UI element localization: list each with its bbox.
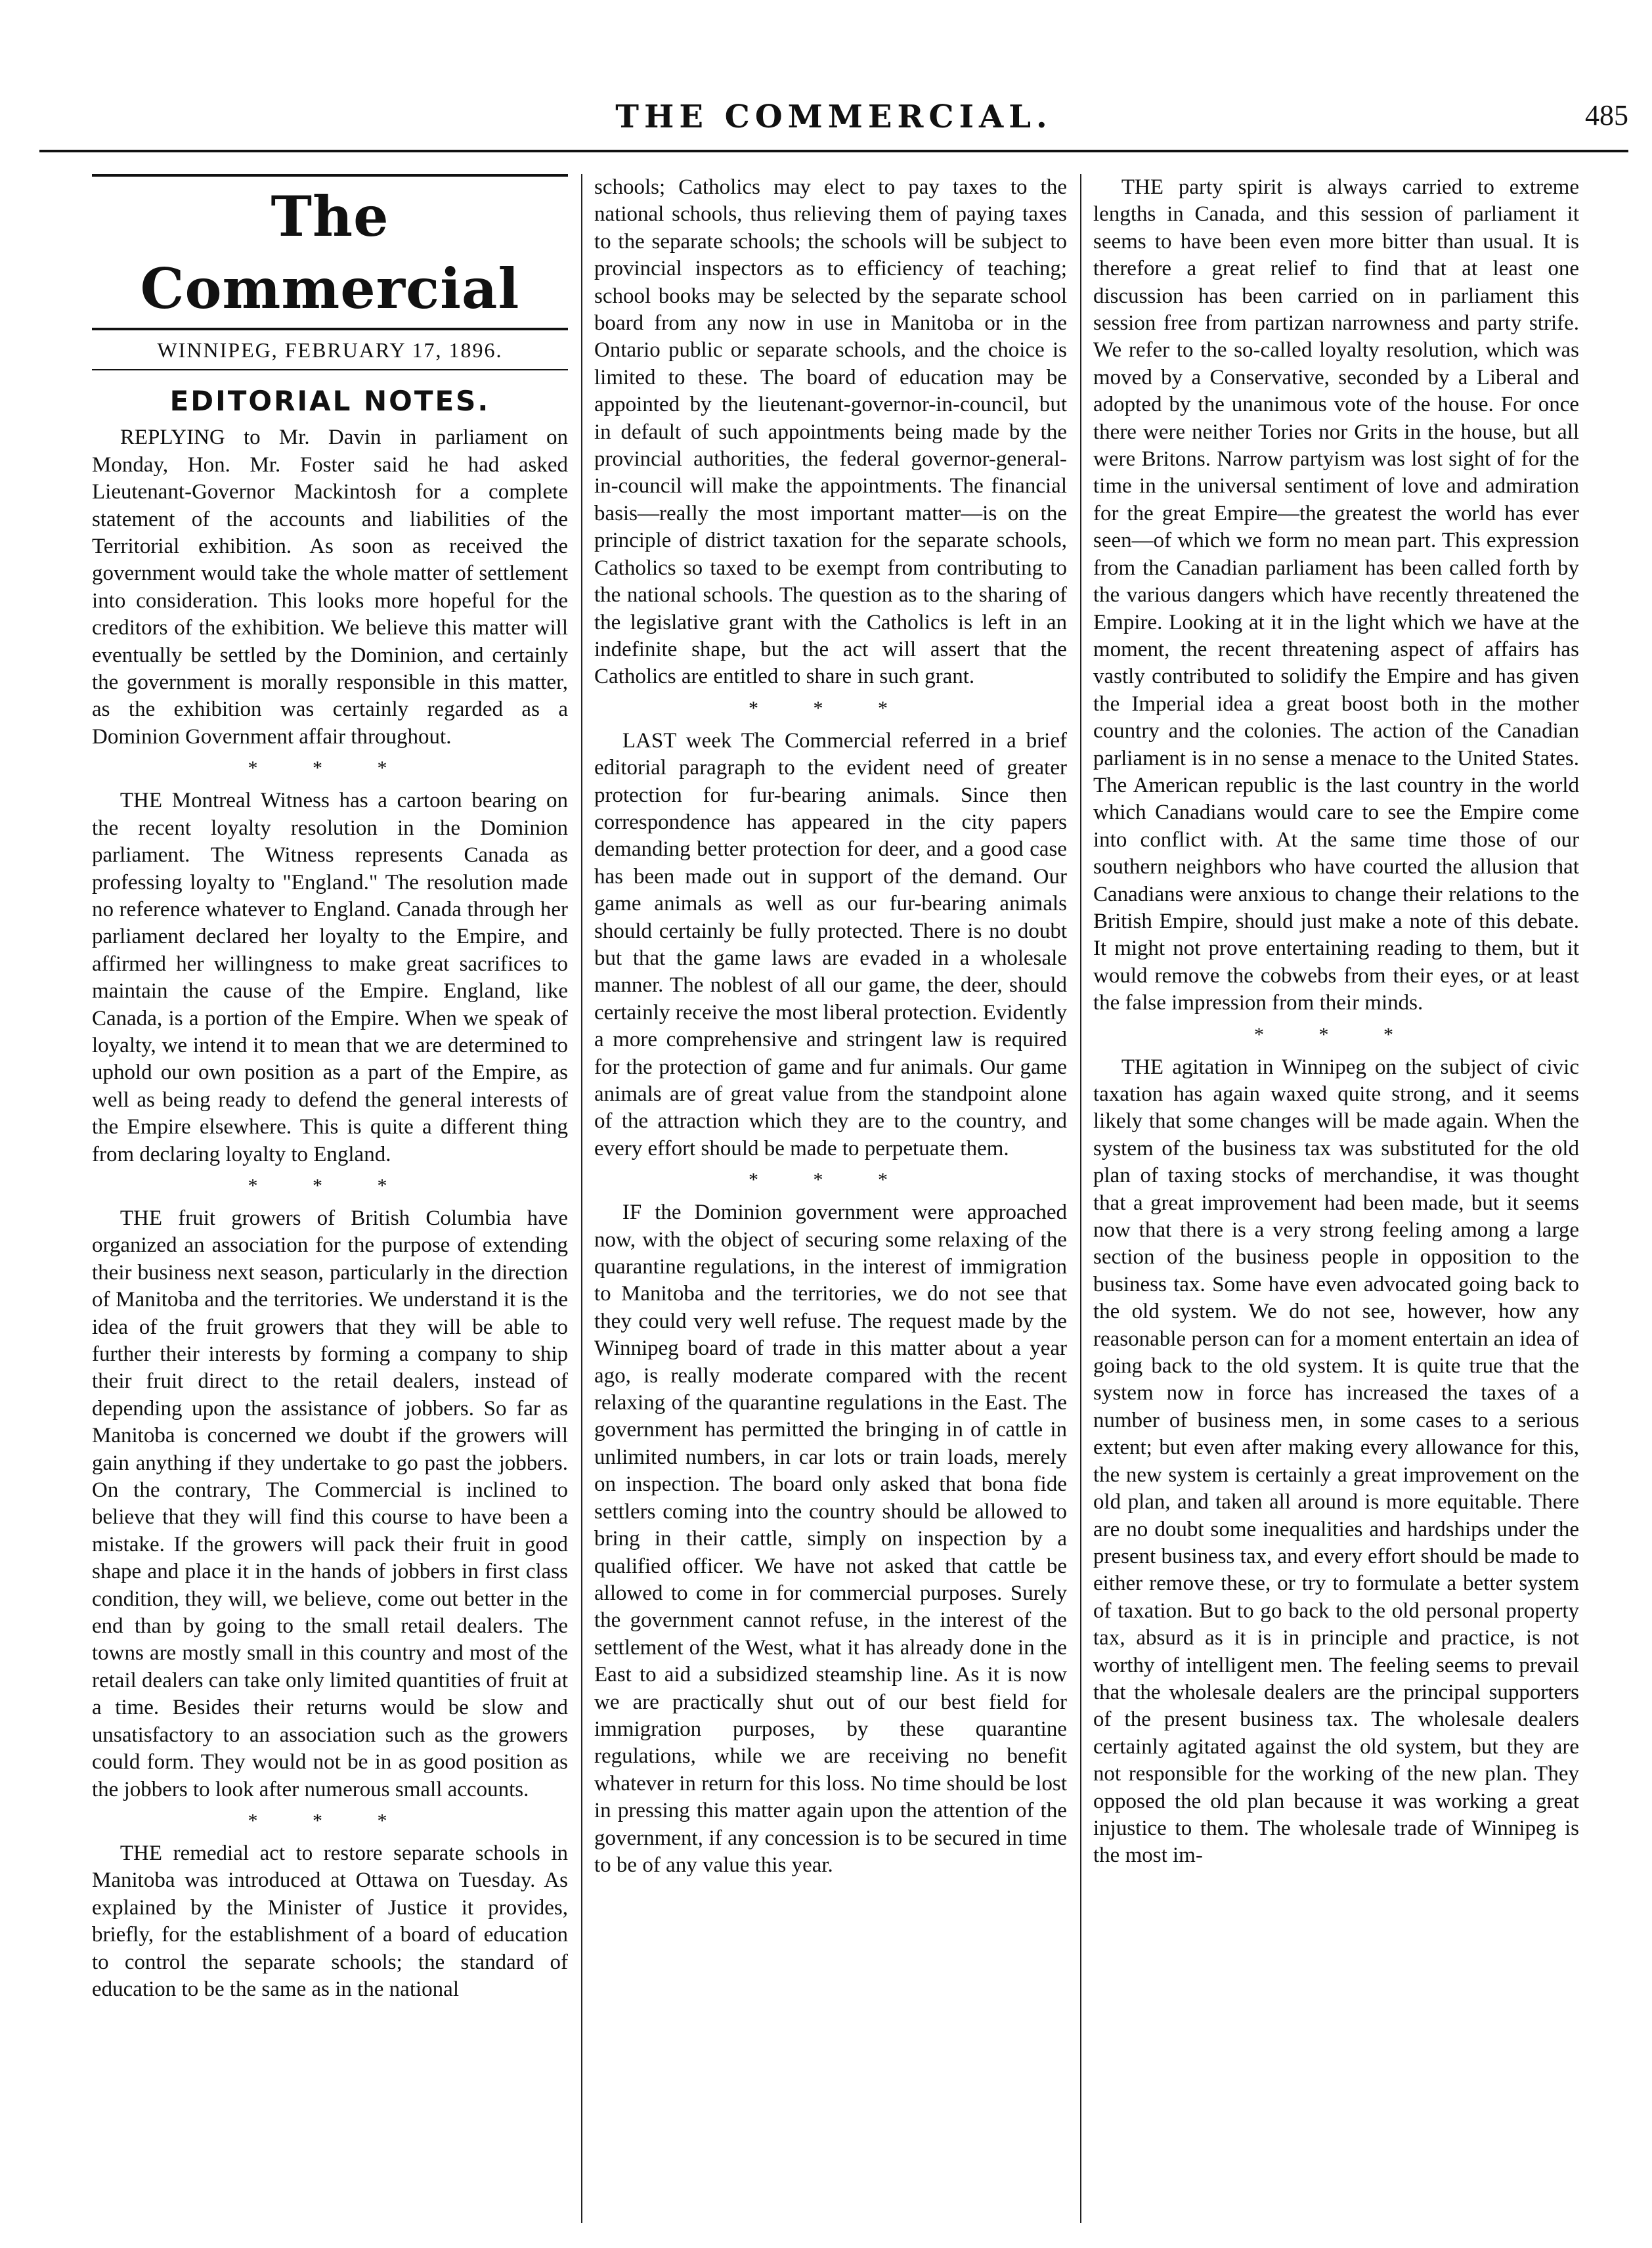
paragraph: THE party spirit is always carried to extreme lengths in Canada, and this session of parliament it seems to have been even more bitter than usual. It is therefore a great relief to find that at least one discussion has been carried on in parliament this session free from partizan narrowness and party strife. We refer to the so-called loyalty resolution, which was moved by a Conservative, seconded by a Liberal and adopted by the unanimous vote of the house. For once there were neither Tories nor Grits in the house, but all were Britons. Narrow partyism was lost sight of for the time in the universal sentiment of love and admiration for the great Empire—the greatest the world has ever seen—of which we form no mean part. This expression from the Canadian parliament has been called forth by the various dangers which have recently threatened the Empire. Looking at it in the light which we have at the moment, the recent threatening aspect of affairs has vastly contributed to solidify the Empire and has given the Imperial idea a great boost both in the mother country and the colonies. The action of the Canadian parliament is in no sense a menace to the United States. The American republic is the last country in the world which Canadians would care to see the Empire come into conflict with. At the same time those of our southern neighbors who have courted the allusion that Canadians were anxious to change their relations to the British Empire, should just make a note of this debate. It might not prove entertaining reading to them, but it would remove the cobwebs from their eyes, or at least the false impression from their minds. xyxy=(1093,175,1579,1015)
dateline: WINNIPEG, FEBRUARY 17, 1896. xyxy=(157,338,503,362)
separator: * * * xyxy=(248,1174,412,1197)
column-1 xyxy=(92,174,568,2210)
paragraph: THE remedial act to restore separate schools in Manitoba was introduced at Ottawa on Tuesday. As explained by the Minister of Justice it provides, briefly, for the establishment of a board of education to control the separate schools; the standard of education to be the same as in the national xyxy=(92,1841,568,2001)
separator: * * * xyxy=(1254,1023,1418,1046)
separator: * * * xyxy=(248,757,412,780)
column-2 xyxy=(594,174,1067,2210)
paragraph: schools; Catholics may elect to pay taxes to the national schools, thus relieving them of paying taxes to the separate schools; the schools will be subject to provincial inspectors as to efficiency of teaching; school books may be selected by the separate school board from any now in use in Manitoba or in the Ontario public or separate schools, and the choice is limited to these. The board of education may be appointed by the lieutenant-governor-in-council, but in default of such appointments being made by the provincial authorities, the federal governor-general-in-council will make the appointments. The financial basis—really the most important matter—is on the principle of district taxation for the separate schools, Catholics so taxed to be exempt from contributing to the national schools. The question as to the sharing of the legislative grant with the Catholics is left in an indefinite shape, but the act will assert that the Catholics are entitled to share in such grant. xyxy=(594,175,1067,689)
masthead xyxy=(92,174,568,370)
paragraph: THE agitation in Winnipeg on the subject of civic taxation has again waxed quite strong, and it seems likely that some changes will be made again. When the system of the business tax was substituted for the old plan of taxing stocks of merchandise, it was thought that a great improvement had been made, but it seems now that there is a very strong feeling among a large section of the business people in opposition to the business tax. Some have even advocated going back to the old system. We do not see, however, how any reasonable person can for a moment entertain an idea of going back to the old system. It is quite true that the system now in force has increased the taxes of a number of business men, in some cases to a serious extent; but even after making every allowance for this, the new system is certainly a great improvement on the old plan, and taken all around is more equitable. There are no doubt some inequalities and hardships under the present business tax, and every effort should be made to either remove these, or try to formulate a better system of taxation. But to go back to the old personal property tax, absurd as it is in principle and practice, is not worthy of intelligent men. The feeling seems to prevail that the wholesale dealers are the principal supporters of the present business tax. The wholesale dealers certainly agitated against the old system, but they are not responsible for the working of the new plan. They opposed the old plan because it was working a great injustice to them. The wholesale trade of Winnipeg is the most im- xyxy=(1093,1055,1579,1868)
running-title: THE COMMERCIAL. xyxy=(615,99,1053,135)
paragraph: REPLYING to Mr. Davin in parliament on Monday, Hon. Mr. Foster said he had asked Lieutenant-Governor Mackintosh for a complete statement of the accounts and liabilities of the Territorial exhibition. As soon as received the government would take the whole matter of settlement into consideration. This looks more hopeful for the creditors of the exhibition. We believe this matter will eventually be settled by the Dominion, and certainly the government is morally responsible in this matter, as the exhibition was certainly regarded as a Dominion Government affair throughout. xyxy=(92,426,568,749)
separator: * * * xyxy=(749,1169,913,1191)
masthead-title: The Commercial xyxy=(140,184,520,321)
header-rule xyxy=(39,150,1628,152)
masthead-rule-middle xyxy=(92,328,568,330)
section-heading: EDITORIAL NOTES. xyxy=(169,385,490,418)
column-rule-left xyxy=(581,174,582,2223)
paragraph: THE Montreal Witness has a cartoon bearing on the recent loyalty resolution in the Dominion parliament. The Witness represents Canada as professing loyalty to "England." The resolution made no reference whatever to England. Canada through her parliament declared her loyalty to the Empire, and affirmed her willingness to make great sacrifices to maintain the cause of the Empire. England, like Canada, is a portion of the Empire. When we speak of loyalty, we intend it to mean that we are determined to uphold our own position as a part of the Empire, as well as being ready to defend the general interests of the Empire elsewhere. This is quite a different thing from declaring loyalty to England. xyxy=(92,789,568,1166)
running-head xyxy=(39,99,1628,144)
paragraph: LAST week The Commercial referred in a brief editorial paragraph to the evident need of greater protection for fur-bearing animals. Since then correspondence has appeared in the city papers demanding better protection for deer, and a good case has been made out in support of the demand. Our game animals as well as our fur-bearing animals should certainly be fully protected. There is no doubt but that the game laws are evaded in a wholesale manner. The noblest of all our game, the deer, should certainly receive the most liberal protection. Evidently a more comprehensive and stringent law is required for the protection of game and fur animals. Our game animals are of great value from the standpoint alone of the attraction which they are to the country, and every effort should be made to perpetuate them. xyxy=(594,728,1067,1160)
page-number: 485 xyxy=(1585,99,1628,131)
separator: * * * xyxy=(749,697,913,719)
column-rule-right xyxy=(1080,174,1081,2223)
masthead-rule-top xyxy=(92,174,568,177)
masthead-rule-bottom xyxy=(92,369,568,370)
column-3 xyxy=(1093,174,1579,2210)
paragraph: THE fruit growers of British Columbia have organized an association for the purpose of extending their business next season, particularly in the direction of Manitoba and the territories. We understand it is the idea of the fruit growers that they will be able to further their interests by forming a company to ship their fruit direct to the retail dealers, instead of depending upon the assistance of jobbers. So far as Manitoba is concerned we doubt if the growers will gain anything if they undertake to go past the jobbers. On the contrary, The Commercial is inclined to believe that they will find this course to have been a mistake. If the growers will pack their fruit in good shape and place it in the hands of jobbers in first class condition, they will, we believe, come out better in the end than by going to the small retail dealers. The towns are mostly small in this country and most of the retail dealers can take only limited quantities of fruit at a time. Besides their returns would be slow and unsatisfactory to an association such as the growers could form. They would not be in as good position as the jobbers to look after numerous small accounts. xyxy=(92,1206,568,1801)
separator: * * * xyxy=(248,1809,412,1832)
paragraph: IF the Dominion government were approached now, with the object of securing some relaxing of the quarantine regulations, in the interest of immigration to Manitoba and the territories, we do not see that they could very well refuse. The request made by the Winnipeg board of trade in this matter about a year ago, is really moderate compared with the recent relaxing of the quarantine regulations in the East. The government has permitted the bringing in of cattle in unlimited numbers, in car lots or train loads, merely on inspection. The board only asked that bona fide settlers coming into the country should be allowed to bring in their cattle, simply on inspection by a qualified officer. We have not asked that cattle be allowed to come in for commercial purposes. Surely the government cannot refuse, in the interest of the settlement of the West, what it has already done in the East to aid a subsidized steamship line. As it is now we are practically shut out of our best field for immigration purposes, by these quarantine regulations, while we are receiving no benefit whatever in return for this loss. No time should be lost in pressing this matter again upon the attention of the government, if any concession is to be secured in time to be of any value this year. xyxy=(594,1201,1067,1877)
